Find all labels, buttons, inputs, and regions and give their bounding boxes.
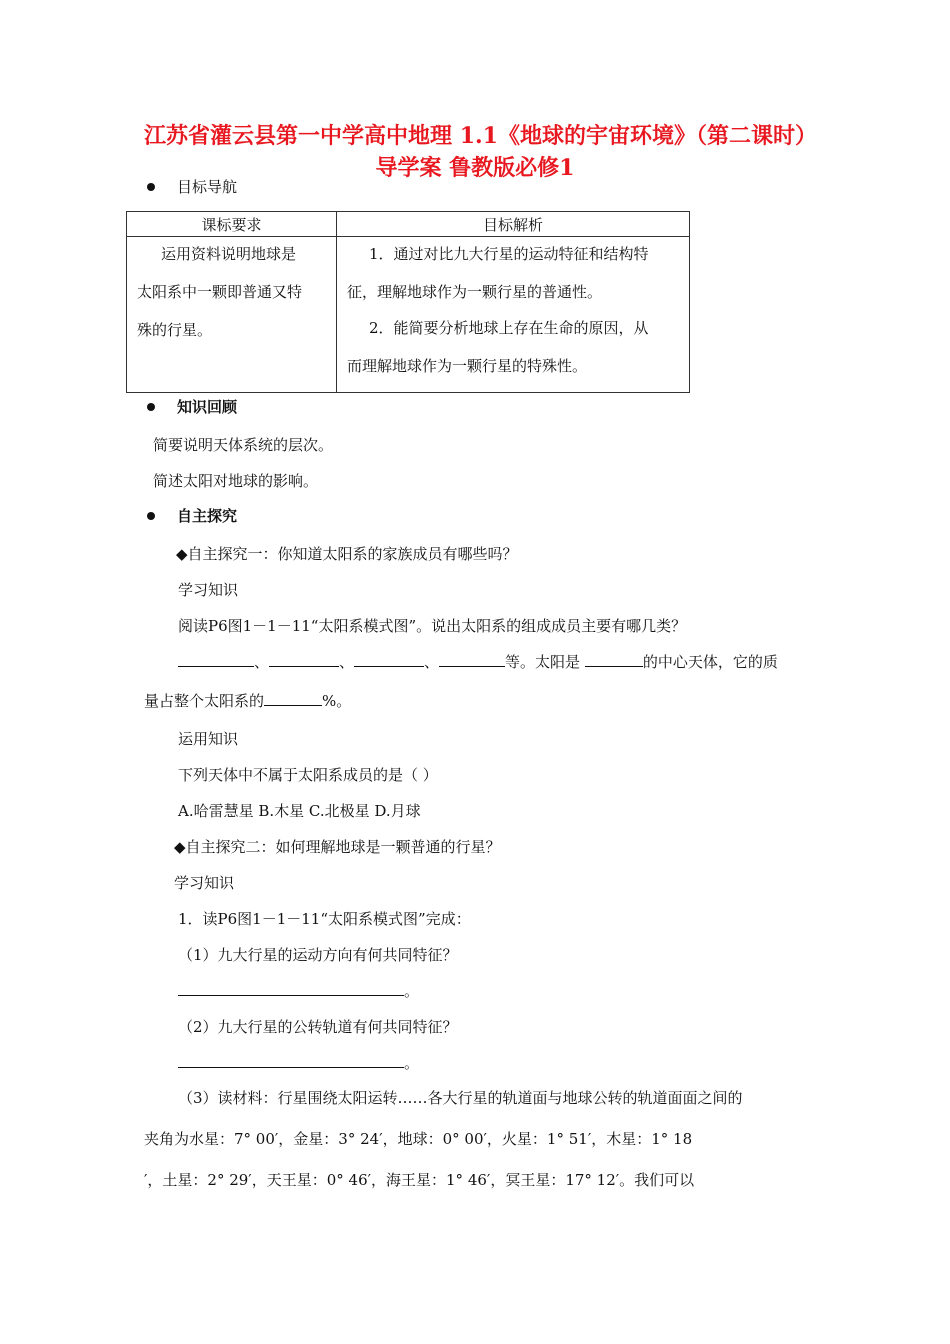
mass-line [144, 690, 351, 711]
explore2-heading: ◆自主探究二：如何理解地球是一颗普通的行星？ [174, 838, 501, 856]
section-review: 知识回顾 [177, 398, 238, 416]
section-goal-nav: 目标导航 [177, 178, 238, 196]
fill-in-line [178, 651, 778, 672]
separator: 、 [339, 653, 355, 671]
review-item: 简述太阳对地球的影响。 [153, 472, 319, 490]
analysis-line: 征，理解地球作为一颗行星的普通性。 [347, 283, 603, 301]
answer-line-1 [178, 980, 419, 1001]
review-item: 简要说明天体系统的层次。 [153, 436, 334, 454]
requirement-line: 太阳系中一颗即普通又特 [137, 283, 303, 301]
section-explore: 自主探究 [177, 507, 238, 525]
answer-blank[interactable] [439, 652, 505, 667]
explore1-options: A.哈雷慧星 B.木星 C.北极星 D.月球 [178, 802, 421, 820]
analysis-line: 而理解地球作为一颗行星的特殊性。 [347, 357, 588, 375]
answer-blank[interactable] [178, 1053, 404, 1068]
fill-text: 的中心天体，它的质 [642, 653, 778, 671]
fill-text: 等。太阳是 [505, 653, 585, 671]
explore2-learn: 学习知识 [174, 874, 235, 892]
separator: 、 [254, 653, 270, 671]
goal-table-cell-requirement [127, 237, 337, 393]
explore1-apply: 运用知识 [178, 730, 239, 748]
requirement-line: 殊的行星。 [137, 321, 213, 339]
separator: 、 [424, 653, 440, 671]
goal-table-header-1: 课标要求 [127, 212, 337, 237]
answer-blank[interactable] [178, 981, 404, 996]
answer-blank[interactable] [354, 652, 424, 667]
explore1-read: 阅读P6图1－1－11“太阳系模式图”。说出太阳系的组成成员主要有哪几类？ [178, 617, 687, 635]
goal-table [126, 211, 690, 393]
answer-blank[interactable] [269, 652, 339, 667]
explore1-question: 下列天体中不属于太阳系成员的是（ ） [178, 766, 438, 784]
page-title: 江苏省灌云县第一中学高中地理 1.1《地球的宇宙环境》（第二课时）导学案 鲁教版必修1 [144, 123, 806, 181]
period: 。 [404, 982, 420, 1000]
requirement-line: 运用资料说明地球是 [161, 245, 297, 263]
answer-blank[interactable] [585, 652, 643, 667]
fill-text: 量占整个太阳系的 [144, 692, 265, 710]
answer-blank[interactable] [178, 652, 254, 667]
explore2-q3-line: （3）读材料：行星围绕太阳运转……各大行星的轨道面与地球公转的轨道面面之间的 [178, 1089, 743, 1107]
explore1-heading: ◆自主探究一：你知道太阳系的家族成员有哪些吗？ [176, 545, 518, 563]
bullet-icon [147, 512, 155, 520]
analysis-line: 2．能简要分析地球上存在生命的原因，从 [369, 319, 649, 337]
analysis-line: 1．通过对比九大行星的运动特征和结构特 [369, 245, 649, 263]
answer-blank[interactable] [264, 691, 322, 706]
explore2-q2: （2）九大行星的公转轨道有何共同特征？ [178, 1018, 458, 1036]
fill-text: %。 [322, 692, 352, 710]
goal-table-cell-analysis [337, 237, 690, 393]
explore2-q3-line: 夹角为水星：7° 00′，金星：3° 24′，地球：0° 00′，火星：1° 51′，木星：1° 18 [144, 1130, 693, 1148]
explore2-q1: （1）九大行星的运动方向有何共同特征？ [178, 946, 458, 964]
bullet-icon [147, 183, 155, 191]
answer-line-2 [178, 1052, 419, 1073]
explore2-q3-line: ′，土星：2° 29′，天王星：0° 46′，海王星：1° 46′，冥王星：17° 12′。我们可以 [144, 1171, 695, 1189]
period: 。 [404, 1054, 420, 1072]
goal-table-header-2: 目标解析 [337, 212, 690, 237]
bullet-icon [147, 403, 155, 411]
explore2-item1: 1．读P6图1－1－11“太阳系模式图”完成： [178, 910, 471, 928]
explore1-learn: 学习知识 [178, 581, 239, 599]
